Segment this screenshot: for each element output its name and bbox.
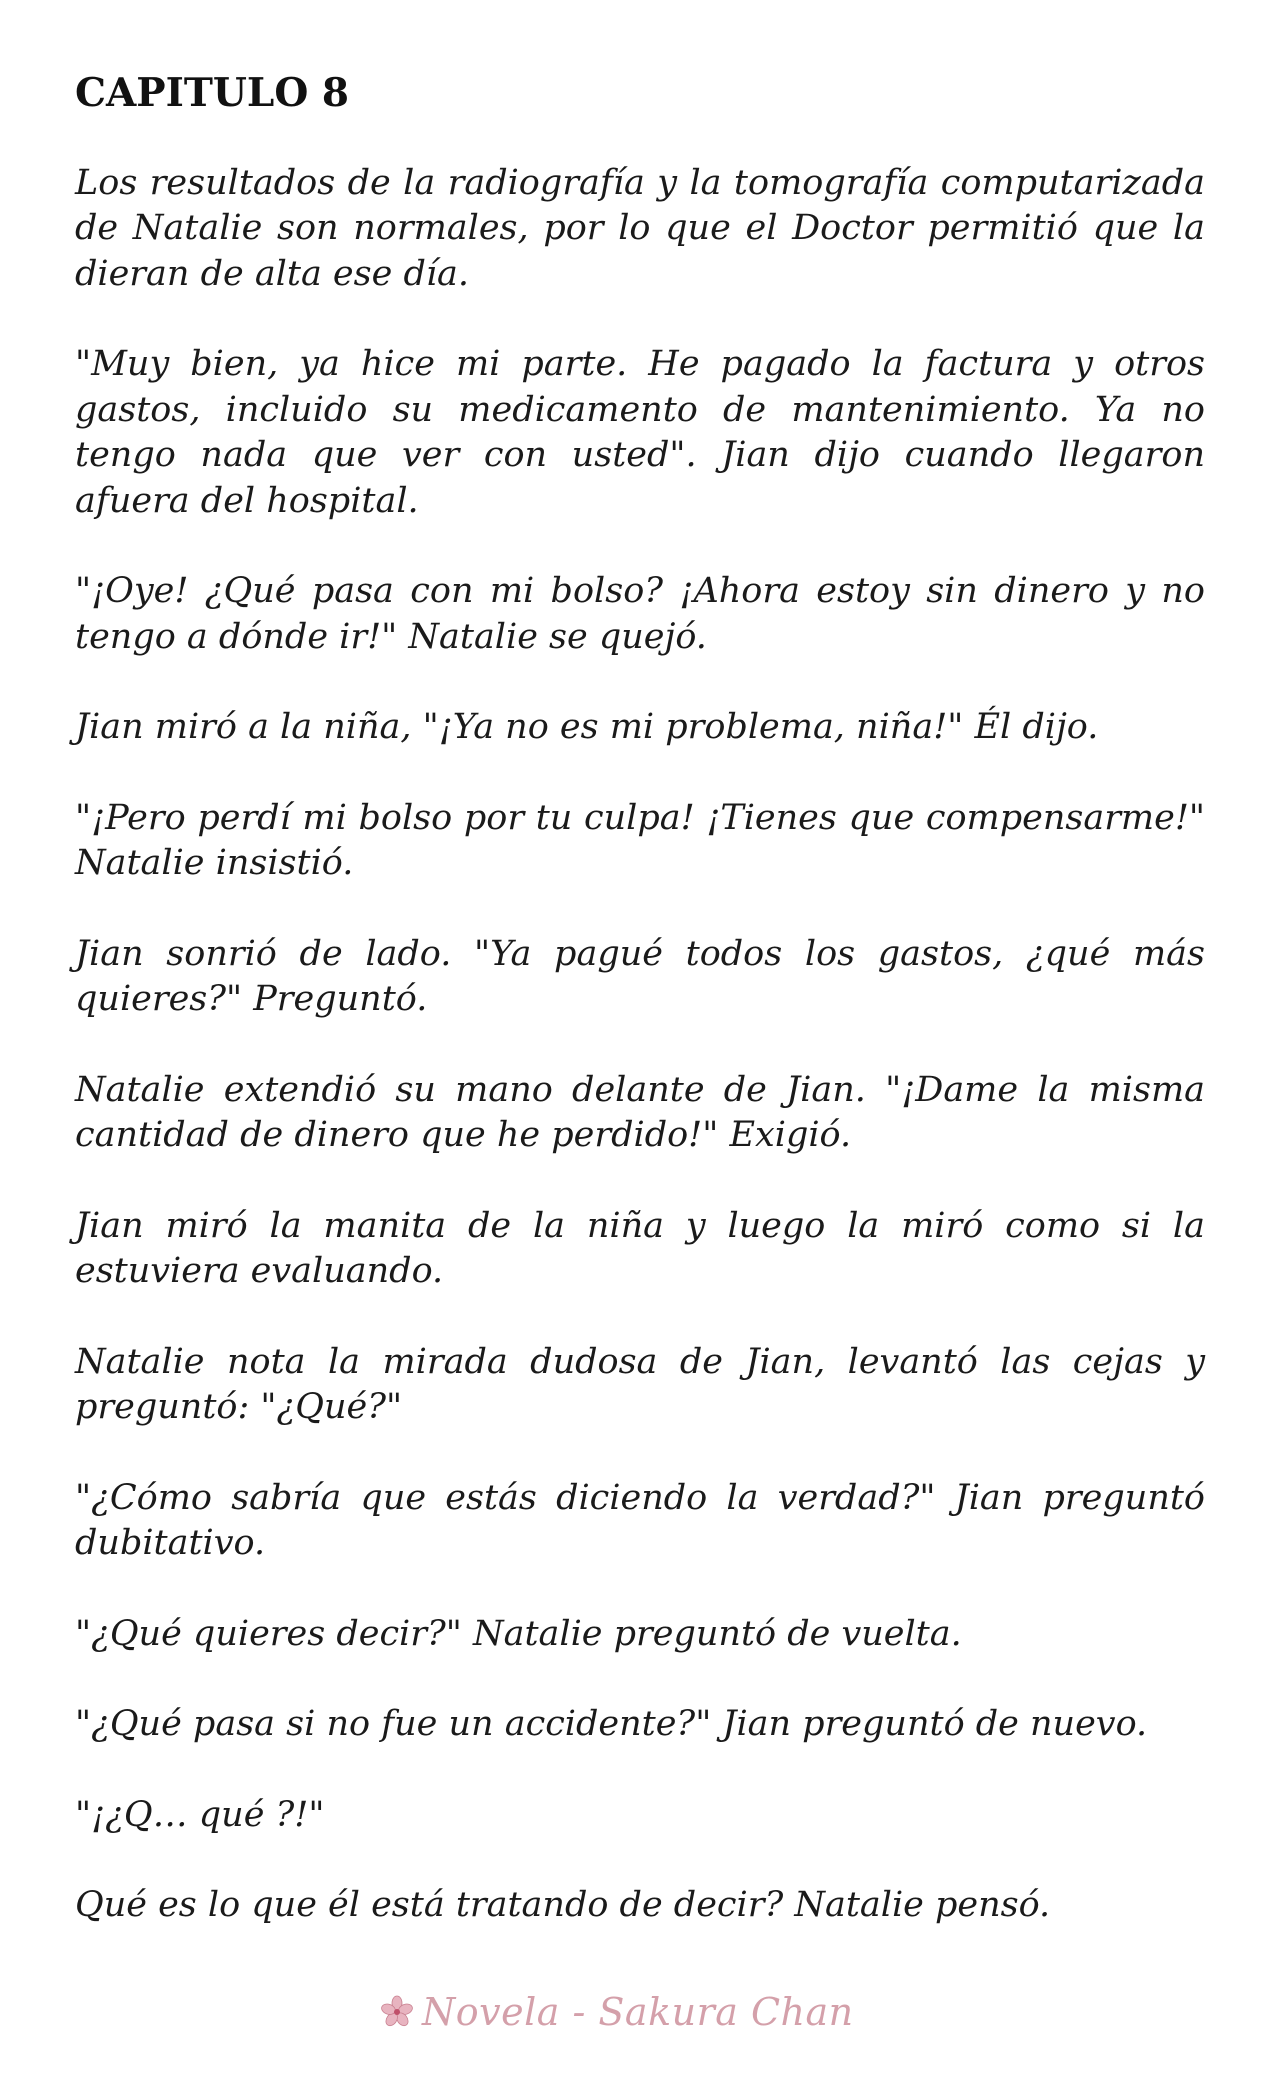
paragraph: "¿Qué pasa si no fue un accidente?" Jian preguntó de nuevo. [75,1704,1148,1745]
paragraph: "Muy bien, ya hice mi parte. He pagado la factura y otros gastos, incluido su medicamento de mantenimiento. Ya no tengo nada que ver con usted". Jian dijo cuando llegaron afuera del hospital. [75,344,1205,521]
sakura-flower-icon [380,1995,414,2029]
document-page [75,70,1205,1933]
chapter-title: CAPITULO 8 [75,70,350,116]
paragraph: Jian miró la manita de la niña y luego la miró como si la estuviera evaluando. [75,1205,1205,1292]
paragraph: "¡Pero perdí mi bolso por tu culpa! ¡Tienes que compensarme!" Natalie insistió. [75,797,1205,884]
paragraph: "¡¿Q… qué ?!" [75,1794,325,1835]
paragraph: Los resultados de la radiografía y la tomografía computarizada de Natalie son normales, por lo que el Doctor permitió que la dieran de alta ese día. [75,162,1205,294]
paragraph: "¿Qué quieres decir?" Natalie preguntó de vuelta. [75,1613,962,1654]
paragraph: Natalie extendió su mano delante de Jian. "¡Dame la misma cantidad de dinero que he perdido!" Exigió. [75,1069,1205,1156]
paragraph: "¿Cómo sabría que estás diciendo la verdad?" Jian preguntó dubitativo. [75,1477,1205,1564]
paragraph: Jian miró a la niña, "¡Ya no es mi problema, niña!" Él dijo. [75,707,1099,748]
watermark-text: Novela - Sakura Chan [422,1990,854,2034]
watermark [380,1990,854,2034]
paragraph: Jian sonrió de lado. "Ya pagué todos los gastos, ¿qué más quieres?" Preguntó. [75,933,1205,1020]
paragraph: "¡Oye! ¿Qué pasa con mi bolso? ¡Ahora estoy sin dinero y no tengo a dónde ir!" Natalie se quejó. [75,571,1205,657]
paragraph: Qué es lo que él está tratando de decir? Natalie pensó. [75,1885,1051,1926]
paragraph: Natalie nota la mirada dudosa de Jian, levantó las cejas y preguntó: "¿Qué?" [75,1341,1205,1428]
